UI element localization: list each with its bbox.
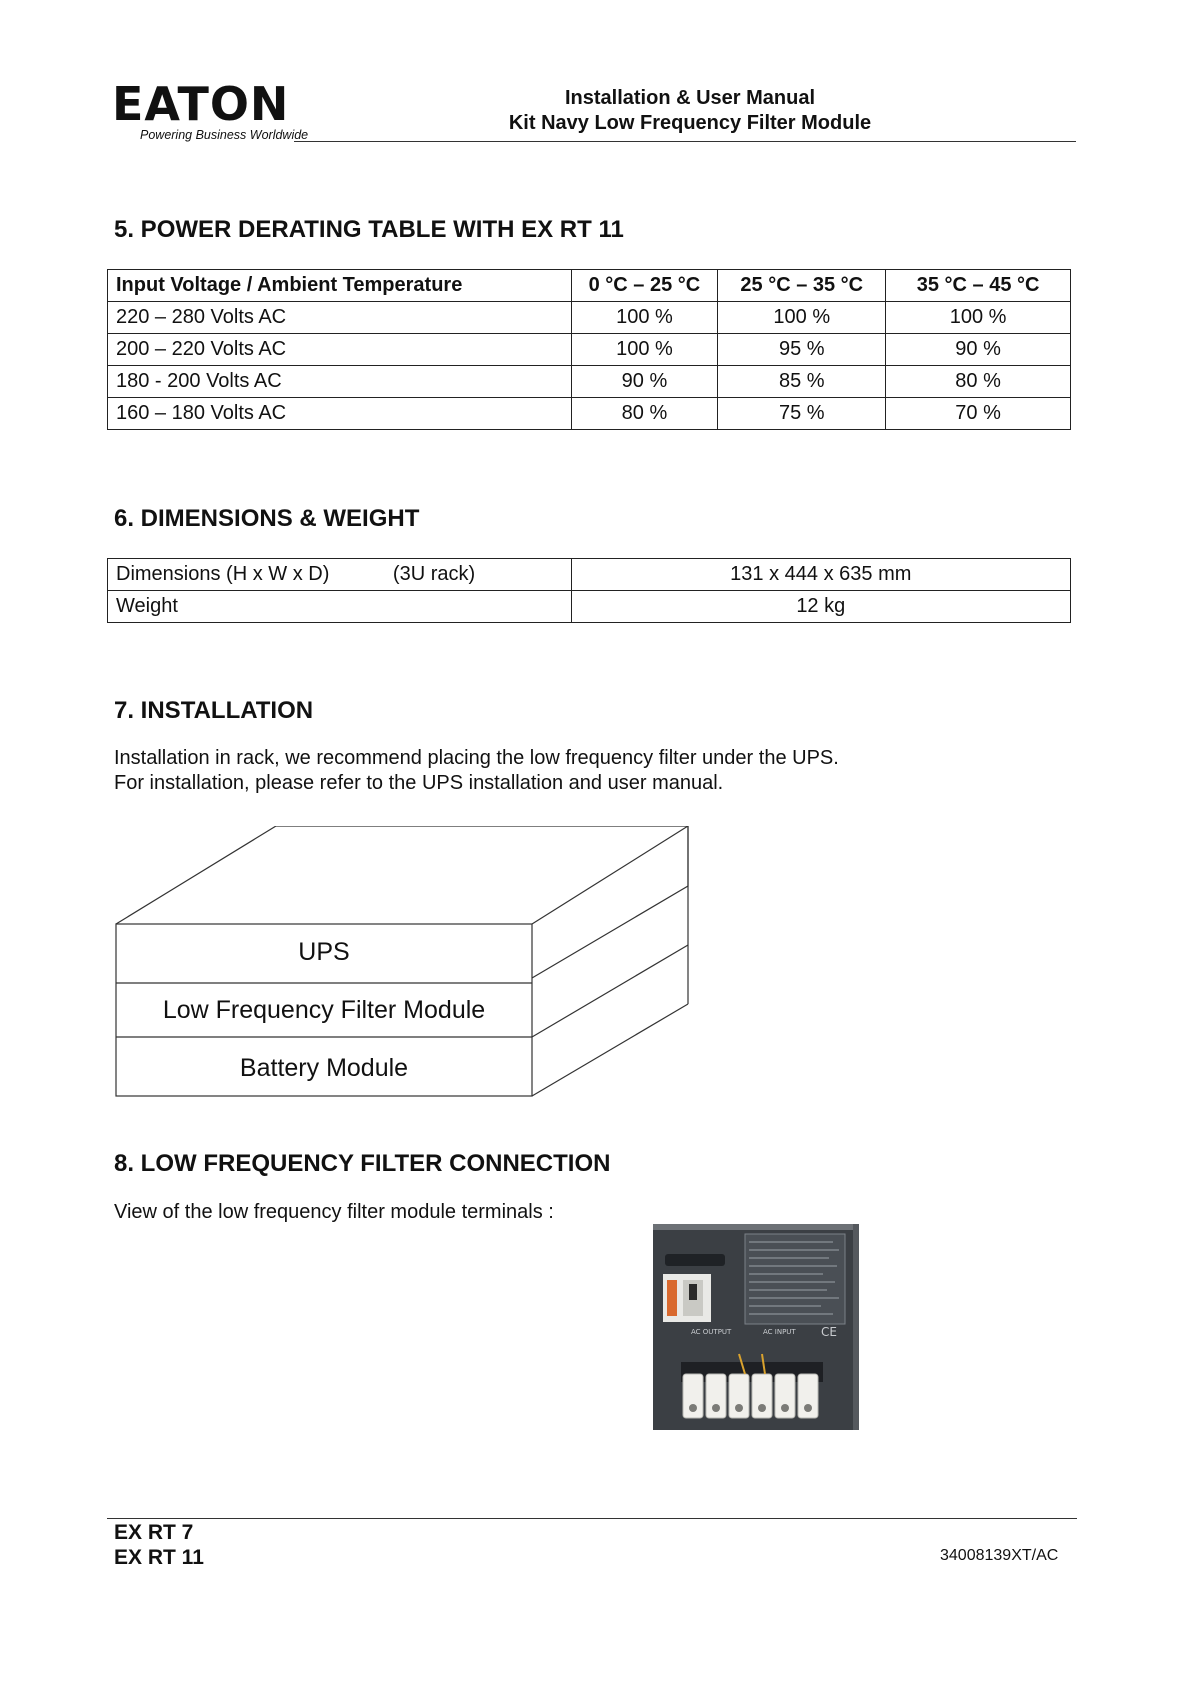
voltage-cell: 180 - 200 Volts AC	[108, 366, 572, 398]
dimensions-label: Dimensions (H x W x D)	[116, 563, 330, 585]
footer-model-1: EX RT 7	[114, 1521, 194, 1544]
manual-title-line2: Kit Navy Low Frequency Filter Module	[508, 112, 872, 134]
table-row	[108, 398, 1071, 430]
table-row	[108, 334, 1071, 366]
dimensions-label-cell	[108, 559, 572, 591]
derating-cell: 95 %	[718, 334, 886, 366]
section8-heading: 8. LOW FREQUENCY FILTER CONNECTION	[114, 1150, 611, 1177]
manual-title-line1: Installation & User Manual	[564, 87, 816, 109]
installation-line2: For installation, please refer to the UPS installation and user manual.	[114, 772, 724, 794]
manual-title	[440, 86, 940, 136]
dimensions-table	[107, 558, 1071, 623]
derating-cell: 100 %	[718, 302, 886, 334]
ac-output-label: AC OUTPUT	[691, 1328, 732, 1336]
rack-stack-diagram	[114, 826, 694, 1112]
installation-line1: Installation in rack, we recommend placing the low frequency filter under the UPS.	[114, 747, 839, 769]
table-row	[108, 559, 1071, 591]
derating-col-t2: 25 °C – 35 °C	[718, 270, 886, 302]
derating-col-voltage: Input Voltage / Ambient Temperature	[108, 270, 572, 302]
eaton-logo	[112, 77, 309, 144]
terminals-photo	[653, 1224, 859, 1430]
dimensions-value: 131 x 444 x 635 mm	[571, 559, 1070, 591]
derating-cell: 85 %	[718, 366, 886, 398]
rack-note: (3U rack)	[392, 563, 476, 585]
derating-cell: 70 %	[886, 398, 1071, 430]
terminals-caption: View of the low frequency filter module terminals :	[114, 1201, 554, 1223]
header-rule	[294, 141, 1076, 142]
logo-tagline: Powering Business Worldwide	[140, 128, 309, 142]
voltage-cell: 220 – 280 Volts AC	[108, 302, 572, 334]
battery-module-label: Battery Module	[239, 1054, 409, 1082]
derating-cell: 80 %	[571, 398, 718, 430]
derating-cell: 100 %	[571, 334, 718, 366]
derating-col-t3: 35 °C – 45 °C	[886, 270, 1071, 302]
derating-cell: 90 %	[571, 366, 718, 398]
derating-cell: 75 %	[718, 398, 886, 430]
derating-table	[107, 269, 1071, 430]
derating-header-row	[108, 270, 1071, 302]
section7-heading: 7. INSTALLATION	[114, 697, 314, 724]
weight-value: 12 kg	[571, 591, 1070, 623]
table-row	[108, 366, 1071, 398]
document-code: 34008139XT/AC	[940, 1547, 1059, 1564]
table-row	[108, 302, 1071, 334]
terminals-photo-drawing	[653, 1224, 859, 1430]
logo-word: EATON	[112, 77, 290, 131]
footer-model-2: EX RT 11	[114, 1546, 204, 1569]
footer-rule	[107, 1518, 1077, 1519]
weight-label: Weight	[108, 591, 572, 623]
ups-label: UPS	[298, 938, 350, 966]
derating-cell: 90 %	[886, 334, 1071, 366]
filter-module-label: Low Frequency Filter Module	[162, 996, 486, 1024]
section5-heading: 5. POWER DERATING TABLE WITH EX RT 11	[114, 216, 624, 243]
footer-models	[114, 1520, 204, 1570]
ac-input-label: AC INPUT	[763, 1328, 796, 1336]
voltage-cell: 160 – 180 Volts AC	[108, 398, 572, 430]
ce-mark: CE	[821, 1325, 837, 1339]
derating-col-t1: 0 °C – 25 °C	[571, 270, 718, 302]
derating-cell: 100 %	[571, 302, 718, 334]
section6-heading: 6. DIMENSIONS & WEIGHT	[114, 505, 420, 532]
table-row	[108, 591, 1071, 623]
voltage-cell: 200 – 220 Volts AC	[108, 334, 572, 366]
derating-cell: 80 %	[886, 366, 1071, 398]
derating-cell: 100 %	[886, 302, 1071, 334]
